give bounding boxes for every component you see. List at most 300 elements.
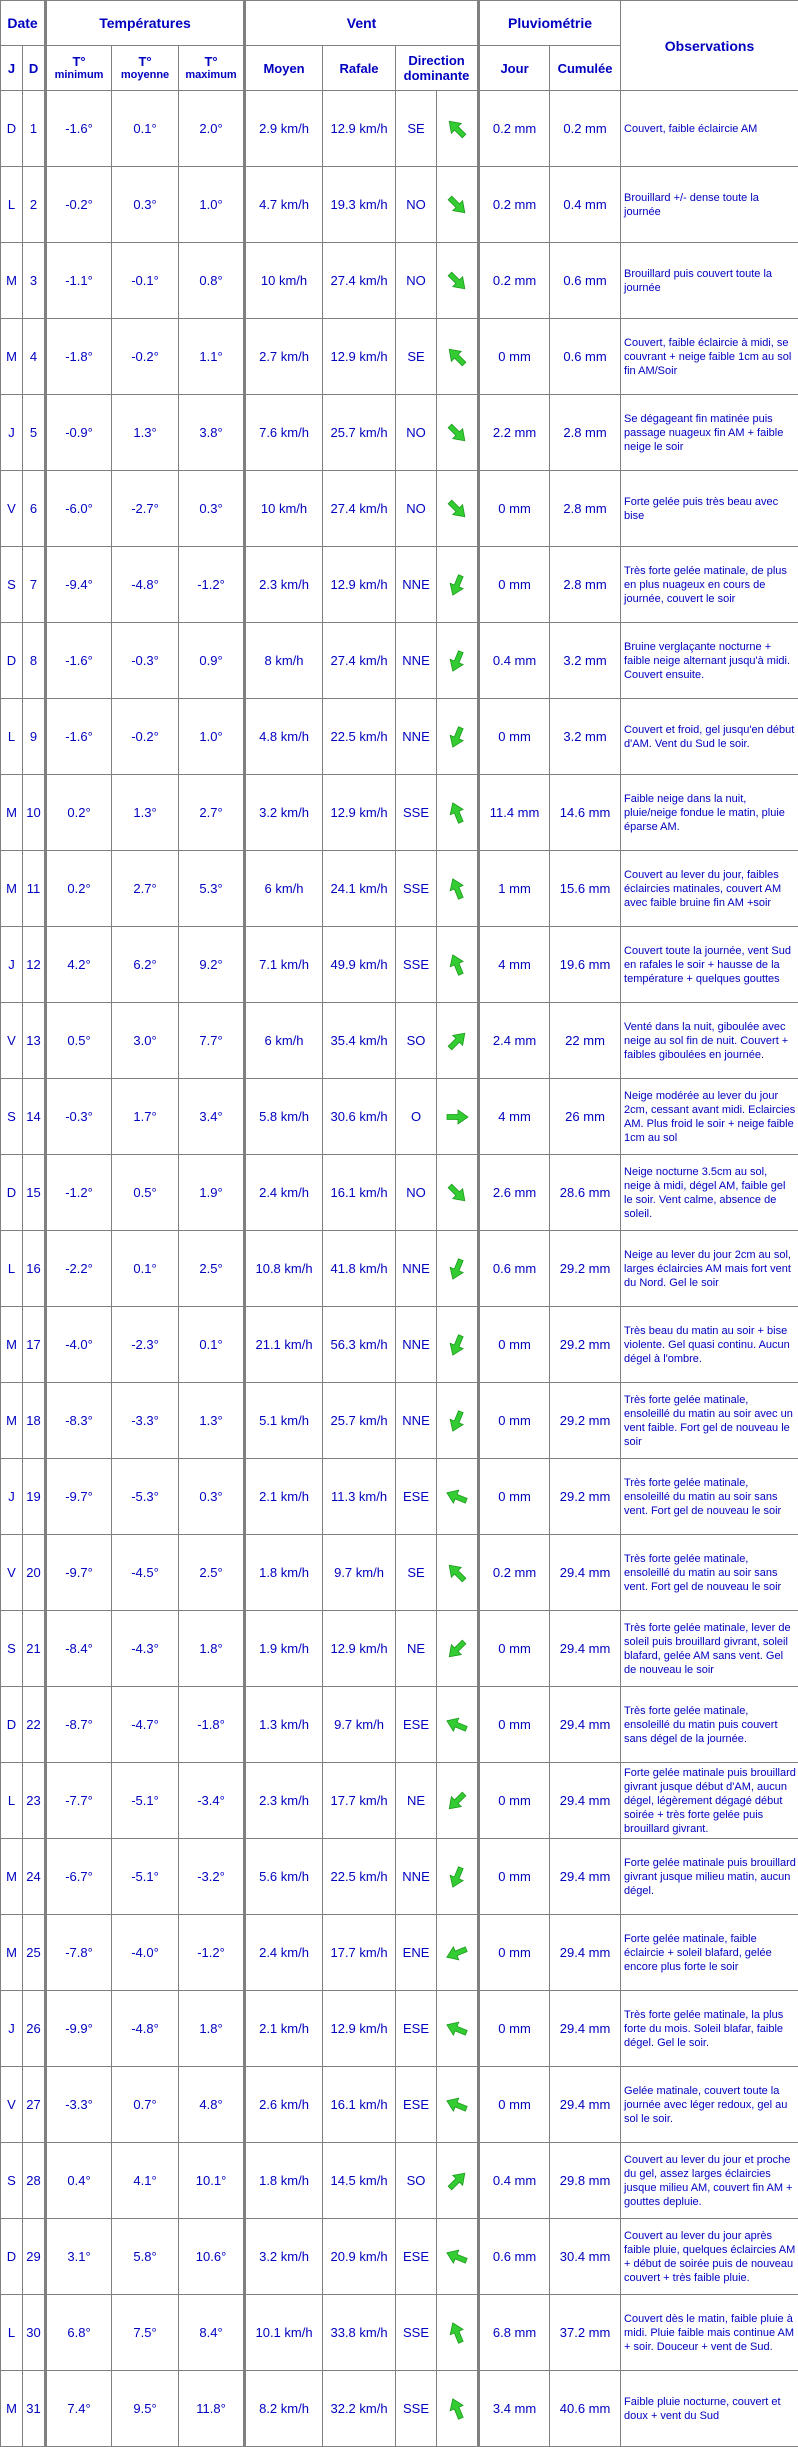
wind-dir-cell: SO (396, 1003, 437, 1079)
rain-day-cell: 0 mm (479, 1307, 550, 1383)
t-avg-cell: -0.1° (112, 243, 179, 319)
day-number-cell: 31 (23, 2371, 46, 2447)
wind-direction-arrow-icon (444, 1636, 470, 1662)
t-avg-cell: 1.3° (112, 775, 179, 851)
table-row (1, 1915, 798, 1991)
wind-avg-cell: 21.1 km/h (245, 1307, 323, 1383)
dir-arrow-cell (437, 851, 479, 927)
table-row (1, 91, 798, 167)
t-max-cell: 1.0° (179, 167, 245, 243)
day-number-cell: 14 (23, 1079, 46, 1155)
table-row (1, 1839, 798, 1915)
wind-avg-cell: 1.8 km/h (245, 1535, 323, 1611)
wind-direction-arrow-icon (444, 952, 470, 978)
day-number-cell: 4 (23, 319, 46, 395)
header-day-num: D (23, 46, 46, 91)
wind-gust-cell: 9.7 km/h (323, 1535, 396, 1611)
day-letter-cell: M (1, 1915, 23, 1991)
day-number-cell: 21 (23, 1611, 46, 1687)
header-t-avg-label: T° (138, 54, 151, 69)
wind-dir-cell: ESE (396, 1991, 437, 2067)
day-letter-cell: S (1, 1611, 23, 1687)
wind-direction-arrow-icon (444, 1028, 470, 1054)
wind-direction-arrow-icon (444, 572, 470, 598)
rain-cum-cell: 29.4 mm (550, 2067, 621, 2143)
rain-day-cell: 0 mm (479, 319, 550, 395)
dir-arrow-cell (437, 927, 479, 1003)
wind-dir-cell: NNE (396, 699, 437, 775)
day-number-cell: 29 (23, 2219, 46, 2295)
rain-day-cell: 0.6 mm (479, 2219, 550, 2295)
table-row (1, 1155, 798, 1231)
day-number-cell: 9 (23, 699, 46, 775)
wind-gust-cell: 32.2 km/h (323, 2371, 396, 2447)
day-number-cell: 15 (23, 1155, 46, 1231)
dir-arrow-cell (437, 91, 479, 167)
wind-avg-cell: 1.9 km/h (245, 1611, 323, 1687)
t-min-cell: 0.2° (46, 775, 112, 851)
dir-arrow-cell (437, 699, 479, 775)
wind-avg-cell: 2.4 km/h (245, 1155, 323, 1231)
header-rain: Pluviométrie (479, 1, 621, 46)
day-letter-cell: L (1, 1231, 23, 1307)
day-number-cell: 23 (23, 1763, 46, 1839)
wind-dir-cell: ESE (396, 1459, 437, 1535)
wind-gust-cell: 12.9 km/h (323, 547, 396, 623)
rain-day-cell: 0 mm (479, 1915, 550, 1991)
rain-cum-cell: 29.4 mm (550, 1915, 621, 1991)
day-number-cell: 16 (23, 1231, 46, 1307)
dir-arrow-cell (437, 319, 479, 395)
wind-direction-arrow-icon (444, 800, 470, 826)
t-avg-cell: -4.8° (112, 1991, 179, 2067)
wind-gust-cell: 11.3 km/h (323, 1459, 396, 1535)
observation-cell: Très forte gelée matinale, la plus forte du mois. Soleil blafar, faible dégel. Gel le soir. (621, 1991, 798, 2067)
t-max-cell: 2.5° (179, 1231, 245, 1307)
wind-dir-cell: SSE (396, 2371, 437, 2447)
rain-day-cell: 0 mm (479, 471, 550, 547)
day-letter-cell: M (1, 775, 23, 851)
wind-direction-arrow-icon (444, 116, 470, 142)
rain-cum-cell: 29.2 mm (550, 1307, 621, 1383)
wind-avg-cell: 6 km/h (245, 851, 323, 927)
observation-cell: Brouillard +/- dense toute la journée (621, 167, 798, 243)
t-max-cell: 1.9° (179, 1155, 245, 1231)
rain-day-cell: 0 mm (479, 1991, 550, 2067)
observation-cell: Neige nocturne 3.5cm au sol, neige à midi, dégel AM, faible gel le soir. Vent calme, absence de soleil. (621, 1155, 798, 1231)
day-letter-cell: M (1, 2371, 23, 2447)
t-min-cell: 6.8° (46, 2295, 112, 2371)
t-max-cell: -1.2° (179, 1915, 245, 1991)
rain-cum-cell: 29.4 mm (550, 1611, 621, 1687)
rain-cum-cell: 3.2 mm (550, 699, 621, 775)
day-letter-cell: S (1, 547, 23, 623)
wind-dir-cell: SO (396, 2143, 437, 2219)
table-row (1, 1991, 798, 2067)
day-number-cell: 10 (23, 775, 46, 851)
wind-gust-cell: 27.4 km/h (323, 243, 396, 319)
observation-cell: Venté dans la nuit, giboulée avec neige au sol fin de nuit. Couvert + faibles giboulées en journée. (621, 1003, 798, 1079)
table-row (1, 1003, 798, 1079)
rain-cum-cell: 26 mm (550, 1079, 621, 1155)
t-min-cell: -1.8° (46, 319, 112, 395)
dir-arrow-cell (437, 2219, 479, 2295)
table-row (1, 395, 798, 471)
rain-day-cell: 0 mm (479, 1687, 550, 1763)
wind-direction-arrow-icon (444, 1484, 470, 1510)
t-min-cell: -8.4° (46, 1611, 112, 1687)
t-min-cell: -2.2° (46, 1231, 112, 1307)
wind-avg-cell: 4.8 km/h (245, 699, 323, 775)
t-max-cell: 2.5° (179, 1535, 245, 1611)
t-avg-cell: 1.7° (112, 1079, 179, 1155)
wind-direction-arrow-icon (444, 1256, 470, 1282)
wind-dir-cell: O (396, 1079, 437, 1155)
header-wind-gust: Rafale (323, 46, 396, 91)
table-row (1, 167, 798, 243)
wind-avg-cell: 3.2 km/h (245, 775, 323, 851)
t-avg-cell: 2.7° (112, 851, 179, 927)
wind-direction-arrow-icon (444, 420, 470, 446)
observation-cell: Très forte gelée matinale, lever de soleil puis brouillard givrant, soleil blafard, gelée AM sans vent. Gel de nouveau le soir (621, 1611, 798, 1687)
t-avg-cell: 1.3° (112, 395, 179, 471)
t-avg-cell: -4.7° (112, 1687, 179, 1763)
rain-day-cell: 0.4 mm (479, 623, 550, 699)
rain-cum-cell: 29.4 mm (550, 1991, 621, 2067)
wind-dir-cell: NNE (396, 547, 437, 623)
wind-avg-cell: 2.4 km/h (245, 1915, 323, 1991)
day-number-cell: 11 (23, 851, 46, 927)
day-letter-cell: S (1, 2143, 23, 2219)
rain-cum-cell: 22 mm (550, 1003, 621, 1079)
wind-direction-arrow-icon (444, 268, 470, 294)
day-letter-cell: D (1, 1687, 23, 1763)
dir-arrow-cell (437, 547, 479, 623)
day-letter-cell: M (1, 1383, 23, 1459)
wind-gust-cell: 56.3 km/h (323, 1307, 396, 1383)
t-min-cell: -0.2° (46, 167, 112, 243)
wind-gust-cell: 12.9 km/h (323, 319, 396, 395)
wind-gust-cell: 27.4 km/h (323, 623, 396, 699)
t-min-cell: -0.3° (46, 1079, 112, 1155)
t-max-cell: 1.8° (179, 1611, 245, 1687)
t-max-cell: 3.4° (179, 1079, 245, 1155)
t-max-cell: 2.0° (179, 91, 245, 167)
wind-direction-arrow-icon (444, 2320, 470, 2346)
dir-arrow-cell (437, 395, 479, 471)
t-avg-cell: 7.5° (112, 2295, 179, 2371)
day-number-cell: 5 (23, 395, 46, 471)
day-number-cell: 18 (23, 1383, 46, 1459)
t-avg-cell: -5.3° (112, 1459, 179, 1535)
header-t-max (179, 46, 245, 91)
rain-day-cell: 0 mm (479, 1383, 550, 1459)
day-number-cell: 22 (23, 1687, 46, 1763)
rain-cum-cell: 29.2 mm (550, 1459, 621, 1535)
wind-dir-cell: SE (396, 319, 437, 395)
wind-avg-cell: 2.3 km/h (245, 547, 323, 623)
t-min-cell: -3.3° (46, 2067, 112, 2143)
t-min-cell: -9.9° (46, 1991, 112, 2067)
day-letter-cell: M (1, 1839, 23, 1915)
t-min-cell: -1.6° (46, 623, 112, 699)
wind-direction-arrow-icon (444, 648, 470, 674)
t-max-cell: 1.3° (179, 1383, 245, 1459)
rain-cum-cell: 3.2 mm (550, 623, 621, 699)
wind-avg-cell: 4.7 km/h (245, 167, 323, 243)
day-letter-cell: L (1, 699, 23, 775)
wind-avg-cell: 2.3 km/h (245, 1763, 323, 1839)
header-wind: Vent (245, 1, 479, 46)
t-avg-cell: -5.1° (112, 1839, 179, 1915)
wind-dir-cell: NE (396, 1763, 437, 1839)
dir-arrow-cell (437, 1535, 479, 1611)
observation-cell: Bruine verglaçante nocturne + faible neige alternant jusqu'à midi. Couvert ensuite. (621, 623, 798, 699)
day-letter-cell: M (1, 851, 23, 927)
observation-cell: Très forte gelée matinale, ensoleillé du matin puis couvert sans dégel de la journée. (621, 1687, 798, 1763)
table-row (1, 2371, 798, 2447)
t-min-cell: -4.0° (46, 1307, 112, 1383)
t-max-cell: 0.8° (179, 243, 245, 319)
rain-day-cell: 3.4 mm (479, 2371, 550, 2447)
dir-arrow-cell (437, 243, 479, 319)
table-row (1, 927, 798, 1003)
wind-dir-cell: SE (396, 91, 437, 167)
t-avg-cell: -5.1° (112, 1763, 179, 1839)
table-row (1, 699, 798, 775)
rain-cum-cell: 29.2 mm (550, 1383, 621, 1459)
t-max-cell: -3.2° (179, 1839, 245, 1915)
table-row (1, 1687, 798, 1763)
table-row (1, 319, 798, 395)
observation-cell: Très forte gelée matinale, ensoleillé du matin au soir sans vent. Fort gel de nouveau le soir (621, 1459, 798, 1535)
rain-cum-cell: 2.8 mm (550, 471, 621, 547)
t-min-cell: 4.2° (46, 927, 112, 1003)
rain-day-cell: 0 mm (479, 1611, 550, 1687)
t-min-cell: -1.6° (46, 91, 112, 167)
header-t-max-sub: maximum (179, 69, 243, 82)
dir-arrow-cell (437, 1383, 479, 1459)
wind-gust-cell: 35.4 km/h (323, 1003, 396, 1079)
day-number-cell: 20 (23, 1535, 46, 1611)
t-max-cell: 10.1° (179, 2143, 245, 2219)
wind-gust-cell: 49.9 km/h (323, 927, 396, 1003)
t-avg-cell: 0.1° (112, 1231, 179, 1307)
t-min-cell: -6.7° (46, 1839, 112, 1915)
day-letter-cell: D (1, 623, 23, 699)
t-avg-cell: -3.3° (112, 1383, 179, 1459)
rain-day-cell: 0.2 mm (479, 1535, 550, 1611)
wind-avg-cell: 8.2 km/h (245, 2371, 323, 2447)
t-max-cell: 2.7° (179, 775, 245, 851)
t-min-cell: -9.7° (46, 1535, 112, 1611)
day-number-cell: 24 (23, 1839, 46, 1915)
observation-cell: Forte gelée puis très beau avec bise (621, 471, 798, 547)
dir-arrow-cell (437, 1763, 479, 1839)
day-number-cell: 30 (23, 2295, 46, 2371)
rain-day-cell: 1 mm (479, 851, 550, 927)
wind-gust-cell: 12.9 km/h (323, 1611, 396, 1687)
day-letter-cell: V (1, 1003, 23, 1079)
observation-cell: Forte gelée matinale puis brouillard givrant jusque début d'AM, aucun dégel, légèrement dégagé début soirée + très forte gelée puis brouillard givrant. (621, 1763, 798, 1839)
header-rain-cum: Cumulée (550, 46, 621, 91)
wind-direction-arrow-icon (444, 496, 470, 522)
dir-arrow-cell (437, 1079, 479, 1155)
wind-dir-cell: NO (396, 471, 437, 547)
t-avg-cell: 0.5° (112, 1155, 179, 1231)
observation-cell: Neige modérée au lever du jour 2cm, cessant avant midi. Eclaircies AM. Plus froid le soir + neige faible 1cm au sol (621, 1079, 798, 1155)
table-row (1, 1383, 798, 1459)
wind-gust-cell: 27.4 km/h (323, 471, 396, 547)
t-avg-cell: -4.0° (112, 1915, 179, 1991)
wind-dir-cell: NNE (396, 1383, 437, 1459)
rain-day-cell: 0.6 mm (479, 1231, 550, 1307)
dir-arrow-cell (437, 1307, 479, 1383)
rain-cum-cell: 2.8 mm (550, 547, 621, 623)
rain-day-cell: 0 mm (479, 699, 550, 775)
dir-arrow-cell (437, 1991, 479, 2067)
observation-cell: Brouillard puis couvert toute la journée (621, 243, 798, 319)
table-row (1, 243, 798, 319)
t-avg-cell: -4.8° (112, 547, 179, 623)
dir-arrow-cell (437, 775, 479, 851)
wind-gust-cell: 30.6 km/h (323, 1079, 396, 1155)
wind-direction-arrow-icon (444, 2244, 470, 2270)
t-min-cell: 0.2° (46, 851, 112, 927)
wind-avg-cell: 5.1 km/h (245, 1383, 323, 1459)
wind-dir-cell: NNE (396, 1839, 437, 1915)
t-min-cell: -9.7° (46, 1459, 112, 1535)
t-min-cell: 3.1° (46, 2219, 112, 2295)
rain-cum-cell: 14.6 mm (550, 775, 621, 851)
t-max-cell: 0.1° (179, 1307, 245, 1383)
wind-direction-arrow-icon (444, 2168, 470, 2194)
table-row (1, 623, 798, 699)
rain-cum-cell: 19.6 mm (550, 927, 621, 1003)
dir-arrow-cell (437, 1611, 479, 1687)
wind-direction-arrow-icon (444, 192, 470, 218)
wind-gust-cell: 33.8 km/h (323, 2295, 396, 2371)
table-row (1, 2143, 798, 2219)
header-t-min-label: T° (72, 54, 85, 69)
wind-avg-cell: 10 km/h (245, 243, 323, 319)
rain-day-cell: 4 mm (479, 1079, 550, 1155)
t-max-cell: 11.8° (179, 2371, 245, 2447)
wind-avg-cell: 1.8 km/h (245, 2143, 323, 2219)
dir-arrow-cell (437, 1459, 479, 1535)
rain-cum-cell: 0.6 mm (550, 319, 621, 395)
t-avg-cell: 0.1° (112, 91, 179, 167)
day-number-cell: 26 (23, 1991, 46, 2067)
rain-cum-cell: 30.4 mm (550, 2219, 621, 2295)
wind-dir-cell: SSE (396, 851, 437, 927)
wind-dir-cell: SE (396, 1535, 437, 1611)
wind-direction-arrow-icon (444, 1408, 470, 1434)
wind-gust-cell: 16.1 km/h (323, 2067, 396, 2143)
observation-cell: Couvert au lever du jour après faible pluie, quelques éclaircies AM + début de soirée puis de nouveau couvert + très faible pluie. (621, 2219, 798, 2295)
rain-cum-cell: 29.4 mm (550, 1763, 621, 1839)
dir-arrow-cell (437, 1915, 479, 1991)
observation-cell: Couvert dès le matin, faible pluie à midi. Pluie faible mais continue AM + soir. Douceur + vent de Sud. (621, 2295, 798, 2371)
rain-cum-cell: 29.8 mm (550, 2143, 621, 2219)
wind-gust-cell: 22.5 km/h (323, 1839, 396, 1915)
wind-gust-cell: 25.7 km/h (323, 1383, 396, 1459)
observation-cell: Couvert, faible éclaircie à midi, se couvrant + neige faible 1cm au sol fin AM/Soir (621, 319, 798, 395)
rain-day-cell: 0.4 mm (479, 2143, 550, 2219)
wind-direction-arrow-icon (444, 344, 470, 370)
day-letter-cell: L (1, 1763, 23, 1839)
t-min-cell: -8.3° (46, 1383, 112, 1459)
table-row (1, 851, 798, 927)
table-row (1, 1459, 798, 1535)
t-min-cell: 0.5° (46, 1003, 112, 1079)
dir-arrow-cell (437, 1839, 479, 1915)
t-min-cell: -9.4° (46, 547, 112, 623)
header-wind-avg: Moyen (245, 46, 323, 91)
table-row (1, 2295, 798, 2371)
dir-arrow-cell (437, 1231, 479, 1307)
table-row (1, 1231, 798, 1307)
header-temperatures: Températures (46, 1, 245, 46)
table-row (1, 547, 798, 623)
t-max-cell: -3.4° (179, 1763, 245, 1839)
wind-gust-cell: 12.9 km/h (323, 775, 396, 851)
t-max-cell: 0.3° (179, 1459, 245, 1535)
wind-avg-cell: 2.7 km/h (245, 319, 323, 395)
wind-dir-cell: SSE (396, 927, 437, 1003)
t-avg-cell: -4.3° (112, 1611, 179, 1687)
wind-dir-cell: ESE (396, 1687, 437, 1763)
rain-day-cell: 4 mm (479, 927, 550, 1003)
t-avg-cell: -2.7° (112, 471, 179, 547)
rain-day-cell: 0 mm (479, 1839, 550, 1915)
rain-cum-cell: 29.4 mm (550, 1535, 621, 1611)
table-row (1, 2067, 798, 2143)
wind-gust-cell: 17.7 km/h (323, 1763, 396, 1839)
rain-cum-cell: 15.6 mm (550, 851, 621, 927)
table-row (1, 2219, 798, 2295)
header-t-avg (112, 46, 179, 91)
day-letter-cell: V (1, 1535, 23, 1611)
dir-arrow-cell (437, 1687, 479, 1763)
wind-gust-cell: 14.5 km/h (323, 2143, 396, 2219)
day-number-cell: 2 (23, 167, 46, 243)
wind-dir-cell: SSE (396, 775, 437, 851)
wind-gust-cell: 17.7 km/h (323, 1915, 396, 1991)
dir-arrow-cell (437, 471, 479, 547)
day-letter-cell: V (1, 2067, 23, 2143)
wind-dir-cell: NNE (396, 1307, 437, 1383)
t-avg-cell: 6.2° (112, 927, 179, 1003)
rain-cum-cell: 2.8 mm (550, 395, 621, 471)
table-row (1, 1307, 798, 1383)
dir-arrow-cell (437, 2143, 479, 2219)
day-letter-cell: L (1, 167, 23, 243)
t-max-cell: 0.9° (179, 623, 245, 699)
wind-avg-cell: 5.6 km/h (245, 1839, 323, 1915)
t-max-cell: 8.4° (179, 2295, 245, 2371)
rain-cum-cell: 37.2 mm (550, 2295, 621, 2371)
wind-dir-cell: NE (396, 1611, 437, 1687)
day-letter-cell: J (1, 1991, 23, 2067)
day-letter-cell: D (1, 2219, 23, 2295)
rain-day-cell: 0.2 mm (479, 243, 550, 319)
day-letter-cell: M (1, 243, 23, 319)
t-avg-cell: -0.3° (112, 623, 179, 699)
observation-cell: Très forte gelée matinale, ensoleillé du matin au soir avec un vent faible. Fort gel de nouveau le soir (621, 1383, 798, 1459)
wind-direction-arrow-icon (444, 876, 470, 902)
header-t-min-sub: minimum (47, 69, 111, 82)
